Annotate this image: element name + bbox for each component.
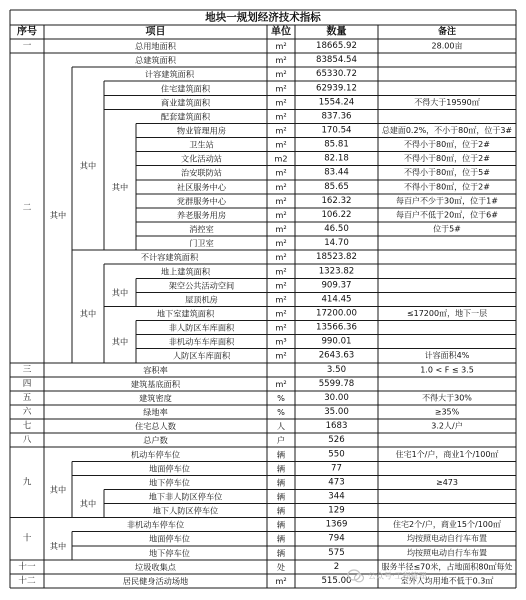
note-4: 不得大于19590㎡ bbox=[414, 97, 480, 107]
item-label-1: 总建筑面积 bbox=[135, 55, 176, 66]
quantity-37: 2 bbox=[333, 561, 340, 572]
unit-7: m² bbox=[275, 139, 287, 150]
unit-4: m² bbox=[275, 97, 287, 108]
item-label-14: 门卫室 bbox=[189, 238, 214, 249]
item-label-6: 物业管理用房 bbox=[176, 125, 227, 136]
quantity-4: 1554.24 bbox=[318, 97, 355, 108]
quantity-23: 3.50 bbox=[326, 364, 347, 375]
quantity-3: 62939.12 bbox=[315, 83, 358, 94]
quantity-28: 526 bbox=[328, 435, 345, 446]
note-27: 3.2人/户 bbox=[431, 421, 463, 431]
quantity-22: 2643.63 bbox=[318, 350, 355, 361]
unit-12: m² bbox=[275, 209, 287, 220]
quantity-19: 17200.00 bbox=[315, 308, 358, 319]
seq-label-38: 十二 bbox=[18, 575, 36, 586]
item-label-37: 垃圾收集点 bbox=[135, 561, 176, 572]
unit-18: m² bbox=[275, 294, 287, 305]
quantity-9: 83.44 bbox=[324, 167, 349, 178]
quantity-17: 909.37 bbox=[321, 280, 352, 291]
quantity-2: 65330.72 bbox=[315, 69, 358, 80]
unit-28: 户 bbox=[276, 435, 286, 446]
note-10: 不得小于80㎡，位于2# bbox=[404, 182, 490, 192]
unit-30: 辆 bbox=[276, 463, 286, 474]
watermark bbox=[348, 570, 427, 582]
note-29: 住宅1个/户，商业1个/100㎡ bbox=[395, 449, 499, 459]
item-label-4: 商业建筑面积 bbox=[160, 97, 211, 108]
unit-5: m² bbox=[275, 111, 287, 122]
unit-37: 处 bbox=[276, 561, 286, 572]
unit-9: m² bbox=[275, 167, 287, 178]
item-label-13: 消控室 bbox=[189, 224, 214, 235]
header-qty: 数量 bbox=[326, 26, 347, 38]
seq-label-37: 十一 bbox=[18, 561, 36, 572]
group-label-qizhong-4: 其中 bbox=[111, 287, 129, 298]
unit-13: m² bbox=[275, 224, 287, 235]
header-unit: 单位 bbox=[271, 26, 291, 38]
quantity-30: 77 bbox=[331, 463, 342, 474]
item-label-29: 机动车停车位 bbox=[130, 449, 181, 460]
note-26: ≥35% bbox=[434, 407, 460, 417]
note-12: 每百户不低于20㎡，位于6# bbox=[396, 210, 498, 220]
item-label-28: 总户数 bbox=[143, 435, 168, 446]
item-label-17: 架空公共活动空间 bbox=[168, 280, 235, 291]
seq-label-0: 一 bbox=[22, 41, 32, 52]
quantity-21: 990.01 bbox=[321, 336, 352, 347]
item-label-9: 治安联防站 bbox=[181, 167, 222, 178]
unit-17: m² bbox=[275, 280, 287, 291]
watermark-text: 公众号·工程管理 bbox=[368, 571, 427, 581]
note-38: 室外人均用地不低于0.3㎡ bbox=[400, 576, 494, 586]
note-11: 每百户不少于30㎡，位于1# bbox=[396, 196, 498, 206]
item-label-22: 人防区车库面积 bbox=[172, 350, 231, 361]
header-note: 备注 bbox=[437, 27, 457, 37]
item-label-33: 地下人防区停车位 bbox=[152, 505, 219, 516]
note-19: ≤17200㎡，地下一层 bbox=[406, 309, 488, 318]
unit-14: m² bbox=[275, 238, 287, 249]
quantity-35: 794 bbox=[328, 533, 345, 544]
group-label-qizhong-3: 其中 bbox=[79, 308, 97, 319]
unit-3: m² bbox=[275, 83, 287, 94]
seq-merged-0: 二 bbox=[22, 202, 32, 213]
unit-2: m² bbox=[275, 69, 287, 80]
group-label-qizhong-1: 其中 bbox=[79, 160, 97, 171]
group-label-qizhong-6: 其中 bbox=[49, 484, 67, 495]
quantity-18: 414.45 bbox=[321, 294, 352, 305]
group-label-qizhong-8: 其中 bbox=[49, 540, 67, 551]
note-35: 均按照电动自行车布置 bbox=[407, 534, 487, 544]
table-title: 地块一规划经济技术指标 bbox=[205, 11, 321, 24]
unit-11: m² bbox=[275, 195, 287, 206]
quantity-5: 837.36 bbox=[321, 111, 352, 122]
item-label-2: 计容建筑面积 bbox=[144, 69, 195, 80]
note-23: 1.0 < F ≤ 3.5 bbox=[420, 365, 474, 375]
quantity-16: 1323.82 bbox=[318, 266, 355, 277]
quantity-20: 13566.36 bbox=[315, 322, 358, 333]
unit-32: 辆 bbox=[276, 491, 286, 502]
unit-19: m² bbox=[275, 308, 287, 319]
note-31: ≥473 bbox=[436, 477, 458, 487]
group-label-qizhong-0: 其中 bbox=[49, 209, 67, 220]
item-label-0: 总用地面积 bbox=[135, 41, 176, 52]
quantity-25: 30.00 bbox=[324, 392, 349, 403]
unit-38: m² bbox=[275, 575, 287, 586]
seq-label-28: 八 bbox=[22, 435, 32, 446]
seq-merged-2: 十 bbox=[22, 533, 32, 544]
quantity-33: 129 bbox=[328, 505, 345, 516]
item-label-34: 非机动车停车位 bbox=[126, 519, 185, 530]
note-37: 服务半径≤70米，占地面积80㎡每处 bbox=[381, 562, 513, 572]
item-label-10: 社区服务中心 bbox=[176, 181, 227, 192]
quantity-26: 35.00 bbox=[324, 407, 349, 418]
header-item: 项目 bbox=[145, 26, 166, 38]
note-13: 位于5# bbox=[433, 224, 461, 234]
item-label-26: 绿地率 bbox=[143, 407, 168, 418]
quantity-38: 515.00 bbox=[321, 575, 352, 586]
item-label-31: 地下停车位 bbox=[149, 477, 190, 488]
unit-36: 辆 bbox=[276, 547, 286, 558]
seq-label-23: 三 bbox=[22, 364, 32, 375]
note-6: 总建面0.2%，不小于80㎡，位于3# bbox=[381, 126, 513, 135]
seq-merged-1: 九 bbox=[22, 477, 32, 488]
item-label-35: 地面停车位 bbox=[149, 533, 190, 544]
unit-8: m2 bbox=[274, 153, 288, 164]
quantity-7: 85.81 bbox=[324, 139, 349, 150]
unit-10: m² bbox=[275, 181, 287, 192]
item-label-16: 地上建筑面积 bbox=[160, 266, 211, 277]
note-7: 不得小于80㎡，位于2# bbox=[404, 140, 490, 150]
seq-label-27: 七 bbox=[22, 421, 32, 432]
quantity-36: 575 bbox=[328, 547, 345, 558]
unit-31: 辆 bbox=[276, 477, 286, 488]
unit-34: 辆 bbox=[276, 519, 286, 530]
item-label-30: 地面停车位 bbox=[149, 463, 190, 474]
item-label-27: 住宅总人数 bbox=[135, 421, 176, 432]
quantity-24: 5599.78 bbox=[318, 378, 355, 389]
quantity-1: 83854.54 bbox=[315, 55, 358, 66]
item-label-5: 配套建筑面积 bbox=[160, 111, 211, 122]
header-seq: 序号 bbox=[17, 26, 37, 38]
quantity-12: 106.22 bbox=[321, 209, 352, 220]
item-label-25: 建筑密度 bbox=[139, 392, 172, 403]
item-label-23: 容积率 bbox=[143, 364, 168, 375]
quantity-27: 1683 bbox=[325, 421, 348, 432]
unit-20: m² bbox=[275, 322, 287, 333]
quantity-31: 473 bbox=[328, 477, 345, 488]
unit-33: 辆 bbox=[276, 505, 286, 516]
unit-35: 辆 bbox=[276, 533, 286, 544]
item-label-32: 地下非人防区停车位 bbox=[148, 491, 223, 502]
unit-27: 人 bbox=[276, 421, 286, 432]
quantity-8: 82.18 bbox=[324, 153, 349, 164]
item-label-8: 文化活动站 bbox=[181, 153, 222, 164]
item-label-20: 非人防区车库面积 bbox=[168, 322, 235, 333]
item-label-15: 不计容建筑面积 bbox=[140, 252, 199, 263]
note-8: 不得小于80㎡，位于2# bbox=[404, 154, 490, 164]
item-label-24: 建筑基底面积 bbox=[130, 378, 181, 389]
unit-22: m² bbox=[275, 350, 287, 361]
item-label-21: 非机动车车库面积 bbox=[168, 336, 235, 347]
item-label-3: 住宅建筑面积 bbox=[160, 83, 211, 94]
seq-label-24: 四 bbox=[22, 378, 32, 389]
quantity-10: 85.65 bbox=[324, 181, 349, 192]
item-label-36: 地下停车位 bbox=[149, 547, 190, 558]
unit-21: m³ bbox=[275, 336, 287, 347]
quantity-34: 1369 bbox=[325, 519, 348, 530]
item-label-11: 党群服务中心 bbox=[176, 195, 227, 206]
seq-label-25: 五 bbox=[22, 392, 32, 403]
item-label-7: 卫生站 bbox=[189, 139, 214, 150]
unit-0: m² bbox=[275, 41, 287, 52]
quantity-32: 344 bbox=[328, 491, 345, 502]
item-label-18: 屋顶机房 bbox=[185, 294, 218, 305]
quantity-0: 18665.92 bbox=[315, 41, 358, 52]
seq-label-26: 六 bbox=[22, 407, 32, 418]
item-label-19: 地下室建筑面积 bbox=[156, 308, 215, 319]
unit-1: m² bbox=[275, 55, 287, 66]
note-0: 28.00亩 bbox=[431, 41, 463, 51]
quantity-15: 18523.82 bbox=[315, 252, 358, 263]
quantity-14: 14.70 bbox=[324, 238, 349, 249]
quantity-29: 550 bbox=[328, 449, 345, 460]
quantity-11: 162.32 bbox=[321, 195, 352, 206]
note-9: 不得小于80㎡，位于5# bbox=[404, 168, 490, 178]
group-label-qizhong-2: 其中 bbox=[111, 181, 129, 192]
note-34: 住宅2个/户，商业15个/100㎡ bbox=[393, 520, 501, 530]
unit-6: m² bbox=[275, 125, 287, 136]
item-label-38: 居民健身活动场地 bbox=[122, 575, 189, 586]
group-label-qizhong-7: 其中 bbox=[79, 498, 97, 509]
quantity-13: 46.50 bbox=[324, 224, 349, 235]
unit-29: 辆 bbox=[276, 449, 286, 460]
item-label-12: 养老服务用房 bbox=[176, 209, 227, 220]
group-label-qizhong-5: 其中 bbox=[111, 336, 129, 347]
table-text bbox=[17, 11, 513, 586]
note-22: 计容面积4% bbox=[424, 351, 470, 361]
quantity-6: 170.54 bbox=[321, 125, 352, 136]
note-25: 不得大于30% bbox=[422, 393, 472, 403]
note-36: 均按照电动自行车布置 bbox=[407, 548, 487, 558]
unit-16: m² bbox=[275, 266, 287, 277]
unit-25: % bbox=[277, 392, 285, 403]
unit-15: m² bbox=[275, 252, 287, 263]
unit-26: % bbox=[277, 407, 285, 418]
unit-24: m² bbox=[275, 378, 287, 389]
